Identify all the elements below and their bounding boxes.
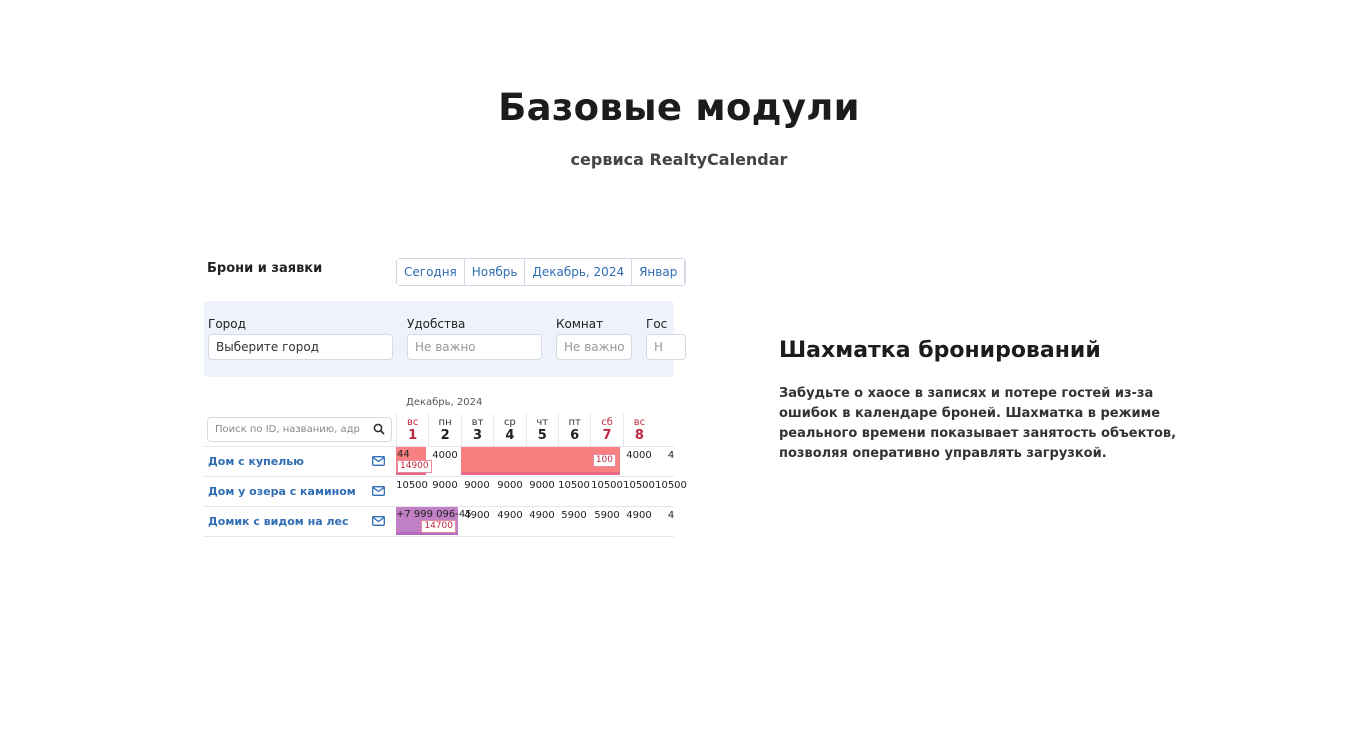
day-header <box>558 414 590 446</box>
price-cell[interactable]: 4 <box>667 450 675 461</box>
booking-label: +7 999 096-45 <box>396 509 472 520</box>
price-cell[interactable]: 9000 <box>529 480 555 491</box>
day-number: 4 <box>505 428 515 443</box>
calendar-month-label: Декабрь, 2024 <box>406 397 483 408</box>
day-header <box>428 414 460 446</box>
price-cell[interactable]: 4900 <box>464 510 490 521</box>
day-number: 1 <box>408 428 418 443</box>
day-weekday: сб <box>601 417 613 428</box>
price-cell[interactable]: 10500 <box>396 480 428 491</box>
search-placeholder: Поиск по ID, названию, адр <box>215 424 360 435</box>
price-cell[interactable]: 9000 <box>464 480 490 491</box>
feature-description: Забудьте о хаосе в записях и потере гостей из-за ошибок в календаре броней. Шахматка в режиме реального времени показывает занятость объектов, позволяя оперативно управлять загрузкой. <box>779 386 1177 461</box>
day-weekday: чт <box>536 417 549 428</box>
booking-label: 44 <box>397 449 410 460</box>
day-number: 7 <box>602 428 612 443</box>
next-month-button[interactable]: Январ <box>632 259 685 285</box>
rooms-label: Комнат <box>556 317 604 331</box>
mail-icon[interactable] <box>372 486 385 496</box>
row-divider <box>204 536 674 537</box>
booking-price-tag: 14900 <box>397 460 432 473</box>
day-weekday: вс <box>406 417 419 428</box>
day-number: 3 <box>472 428 482 443</box>
city-select[interactable]: Выберите город <box>208 334 393 360</box>
amenities-label: Удобства <box>407 317 466 331</box>
day-weekday: пн <box>438 417 452 428</box>
price-cell[interactable]: 4000 <box>626 450 652 461</box>
room-name-link[interactable]: Домик с видом на лес <box>208 515 349 528</box>
price-cell[interactable]: 4 <box>667 510 675 521</box>
filters-bar <box>204 301 674 377</box>
booking-price-tag: 100 <box>593 454 616 467</box>
mail-icon[interactable] <box>372 456 385 466</box>
search-input[interactable] <box>207 417 392 442</box>
feature-title: Шахматка бронирований <box>779 338 1101 363</box>
prev-month-button[interactable]: Ноябрь <box>465 259 526 285</box>
current-month-button[interactable]: Декабрь, 2024 <box>525 259 632 285</box>
day-weekday: вс <box>633 417 646 428</box>
amenities-select[interactable]: Не важно <box>407 334 542 360</box>
page-subtitle: сервиса RealtyCalendar <box>570 150 788 169</box>
price-cell[interactable]: 10500 <box>591 480 623 491</box>
price-cell[interactable]: 5900 <box>594 510 620 521</box>
row-divider <box>204 476 674 477</box>
price-cell[interactable]: 9000 <box>497 480 523 491</box>
price-cell[interactable]: 10500 <box>655 480 687 491</box>
date-nav <box>396 258 686 286</box>
price-cell[interactable]: 4900 <box>626 510 652 521</box>
booking-screenshot <box>200 252 687 544</box>
day-weekday: пт <box>568 417 581 428</box>
day-weekday: вт <box>471 417 484 428</box>
day-header <box>461 414 493 446</box>
price-cell[interactable]: 5900 <box>561 510 587 521</box>
day-header <box>590 414 622 446</box>
today-button[interactable]: Сегодня <box>397 259 465 285</box>
price-cell[interactable]: 4900 <box>497 510 523 521</box>
day-header <box>493 414 525 446</box>
room-name-link[interactable]: Дом у озера с камином <box>208 485 356 498</box>
price-cell[interactable]: 10500 <box>623 480 655 491</box>
room-name-link[interactable]: Дом с купелью <box>208 455 304 468</box>
price-cell[interactable]: 4900 <box>529 510 555 521</box>
booking-block[interactable] <box>461 447 620 475</box>
booking-price-tag: 14700 <box>421 520 456 533</box>
price-cell[interactable]: 4000 <box>432 450 458 461</box>
calendar-days-header <box>396 414 655 446</box>
day-number: 8 <box>634 428 644 443</box>
page-title: Базовые модули <box>498 86 860 129</box>
price-cell[interactable]: 10500 <box>558 480 590 491</box>
day-number: 5 <box>537 428 547 443</box>
mail-icon[interactable] <box>372 516 385 526</box>
booking-block[interactable] <box>396 447 429 475</box>
panel-title: Брони и заявки <box>207 261 323 276</box>
day-number: 6 <box>570 428 580 443</box>
day-weekday: ср <box>503 417 516 428</box>
guests-select[interactable]: Н <box>646 334 686 360</box>
booking-block[interactable] <box>396 507 472 535</box>
guests-label: Гос <box>646 317 668 331</box>
price-cell[interactable]: 9000 <box>432 480 458 491</box>
day-header <box>396 414 428 446</box>
rooms-select[interactable]: Не важно <box>556 334 632 360</box>
search-icon[interactable] <box>373 423 385 435</box>
day-number: 2 <box>440 428 450 443</box>
day-header <box>623 414 655 446</box>
city-label: Город <box>208 317 246 331</box>
day-header <box>526 414 558 446</box>
